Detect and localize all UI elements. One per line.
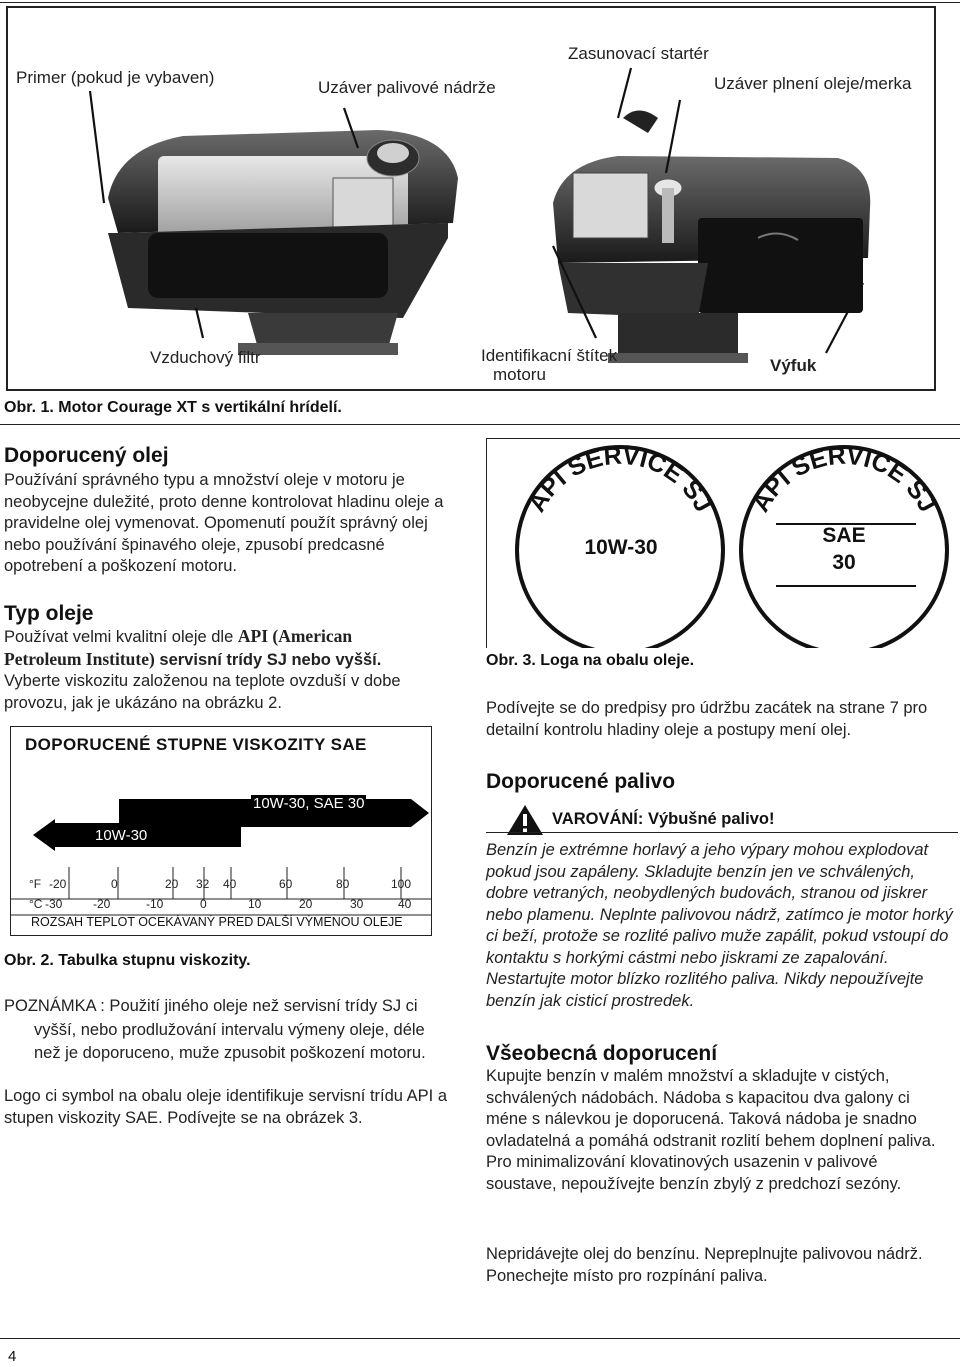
c-tick: -10: [146, 897, 164, 911]
figure2-caption: Obr. 2. Tabulka stupnu viskozity.: [4, 952, 251, 969]
oil-type-line2: servisní trídy SJ nebo vyšší.: [154, 650, 382, 669]
api-logo-2-sae: SAE: [822, 524, 866, 547]
oil-heading: Doporucený olej: [4, 444, 169, 467]
section-rule: [0, 424, 960, 425]
warning-title: VAROVÁNÍ: Výbušné palivo!: [552, 810, 775, 828]
api-logo-1-grade: 10W-30: [584, 536, 658, 559]
api-serif-2: Petroleum Institute): [4, 648, 155, 669]
api-logo-1-arc-text: API SERVICE SJ: [522, 441, 718, 517]
fahrenheit-label: °F: [29, 877, 42, 891]
bar-upper-label: 10W-30, SAE 30: [253, 795, 365, 812]
f-tick: -20: [49, 877, 67, 891]
f-tick: 60: [279, 877, 293, 891]
id-plate-label-line2: motoru: [493, 365, 546, 384]
top-rule: [0, 2, 960, 3]
oil-type-heading: Typ oleje: [4, 602, 94, 625]
c-tick: 40: [398, 897, 412, 911]
bottom-rule: [0, 1338, 960, 1339]
api-logo-2-grade: 30: [832, 551, 856, 574]
fuel-heading: Doporucené palivo: [486, 770, 676, 793]
general-paragraph: Kupujte benzín v malém množství a skladujte v cistých, schválených nádobách. Nádoba s kapacitou dva galony ci méne s nálevkou je doporucená. Taková nádoba je snadno ovladatelná a pomáhá odstranit rozlití behem doplnení paliva. Pro minimalizování klovatinových usazenin v palivové soustave, nepoužívejte benzín zbylý z predchozí sezóny.: [486, 1067, 936, 1193]
viscosity-footer: ROZSAH TEPLOT OCEKÁVANÝ PRED DALŠÍ VÝMENOU OLEJE: [31, 915, 403, 929]
api-logos-figure: [486, 438, 960, 648]
api-logo-2-arc-text: API SERVICE SJ: [746, 441, 942, 517]
f-tick: 20: [165, 877, 179, 891]
note-line3: než je doporuceno, muže zpusobit poškození motoru.: [34, 1044, 426, 1062]
engine-illustration: [8, 8, 934, 389]
engine-left-illustration: [108, 130, 458, 355]
viscosity-bars: [11, 727, 431, 935]
figure1-caption: Obr. 1. Motor Courage XT s vertikální hrídelí.: [4, 399, 342, 416]
f-tick: 40: [223, 877, 237, 891]
viscosity-chart: [10, 726, 432, 936]
note-line1: POZNÁMKA : Použití jiného oleje než servisní trídy SJ ci: [4, 997, 418, 1015]
viscosity-chart-title: DOPORUCENÉ STUPNE VISKOZITY SAE: [25, 735, 367, 754]
primer-label: Primer (pokud je vybaven): [16, 68, 215, 87]
f-tick: 80: [336, 877, 350, 891]
f-tick: 32: [196, 877, 210, 891]
oil-type-paragraph: [4, 626, 456, 714]
engine-right-illustration: [553, 111, 870, 364]
note-line2: vyšší, nebo prodlužování intervalu výmeny oleje, déle: [34, 1021, 425, 1039]
warning-rule: [486, 832, 958, 833]
c-tick: 10: [248, 897, 262, 911]
c-tick: 0: [200, 897, 207, 911]
c-tick: 20: [299, 897, 313, 911]
api-serif-1: API (American: [237, 626, 353, 646]
oil-type-line3: Vyberte viskozitu založenou na teplote ovzduší v dobe provozu, jak je ukázáno na obrázku 2.: [4, 672, 401, 712]
starter-label: Zasunovací startér: [568, 44, 709, 63]
id-plate-label-line1: Identifikacní štítek: [481, 346, 618, 365]
oil-paragraph: Používání správného typu a množství oleje v motoru je neobycejne duležité, proto denne kontrolovat hladinu oleje a pravidelne olej vymenovat. Opomenutí použít správný olej nebo používání špinavého oleje, zpusobí predcasné opotrebení a poškození motoru.: [4, 471, 444, 575]
fuel-cap-label: Uzáver palivové nádrže: [318, 78, 496, 97]
bar-lower-label: 10W-30: [95, 827, 148, 844]
general-paragraph-2: Nepridávejte olej do benzínu. Nepreplnujte palivovou nádrž. Ponechejte místo pro rozpínání paliva.: [486, 1245, 923, 1285]
f-tick: 0: [111, 877, 118, 891]
general-heading: Všeobecná doporucení: [486, 1042, 718, 1065]
page-number: 4: [8, 1348, 17, 1365]
oil-type-line1: Používat velmi kvalitní oleje dle: [4, 628, 238, 646]
c-tick: -30: [45, 897, 63, 911]
f-tick: 100: [391, 877, 412, 891]
celsius-label: °C: [29, 897, 43, 911]
logo-paragraph: Logo ci symbol na obalu oleje identifikuje servisní trídu API a stupen viskozity SAE. Podívejte se na obrázek 3.: [4, 1087, 448, 1127]
c-tick: -20: [93, 897, 111, 911]
figure3-caption: Obr. 3. Loga na obalu oleje.: [486, 652, 695, 669]
maintenance-paragraph: Podívejte se do predpisy pro údržbu zacátek na strane 7 pro detailní kontrolu hladiny oleje a postupy mení olej.: [486, 699, 928, 739]
oil-fill-label: Uzáver plnení oleje/merka: [714, 74, 912, 93]
warning-text: Benzín je extrémne horlavý a jeho výpary mohou explodovat pokud jsou zapáleny. Skladujte benzín jen ve schválených, dobre vetraných, neobydlených budovách, stranou od jiskrer nebo plamenu. Neplnte palivovou nádrž, zatímco je motor horký ci beží, protože se rozlité palivo muže zapálit, pokud vstoupí do kontaktu s horkými cástmi nebo jiskrami ze zapalování. Nestartujte motor blízko rozlitého paliva. Nikdy nepoužívejte benzín jak cisticí prostredek.: [486, 841, 953, 1010]
muffler-label: Výfuk: [770, 356, 817, 375]
engine-photo-figure: [6, 6, 936, 391]
c-tick: 30: [350, 897, 364, 911]
air-filter-label: Vzduchový filtr: [150, 348, 261, 367]
